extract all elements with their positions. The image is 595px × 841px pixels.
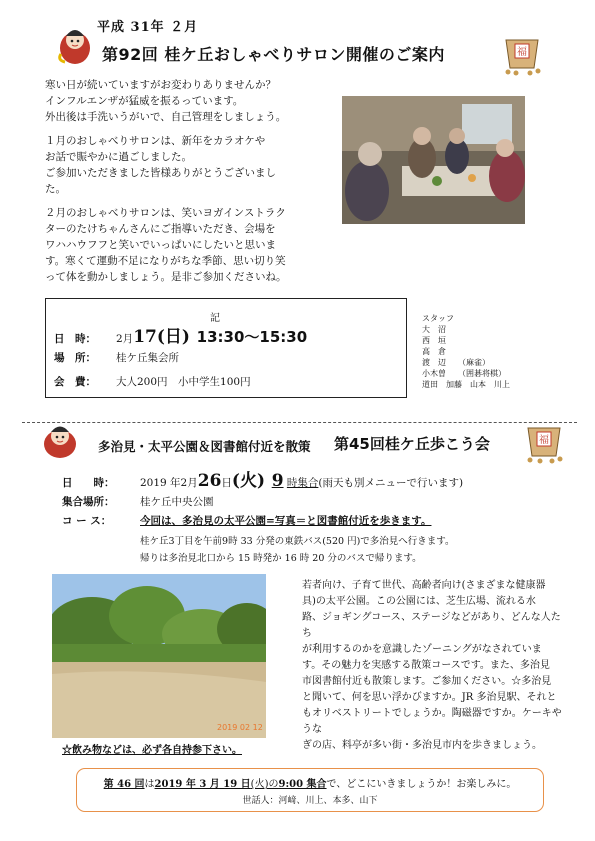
walk-time-row <box>62 466 463 491</box>
daruma-icon <box>38 420 82 460</box>
text-line: ご参加いただきました皆様ありがとうございまし <box>45 167 276 179</box>
fuku-masu-icon <box>500 30 544 76</box>
organizers: 世話人：河﨑、川上、本多、山下 <box>242 796 378 806</box>
text-line: 路、ジョギングコース、ステージなどがあり、どんな人たち <box>302 612 561 639</box>
date-day: 17 <box>133 327 157 347</box>
list-item: 高 倉 <box>422 347 446 356</box>
era-date: 平成 31年 ２月 <box>97 20 199 35</box>
text-line: って体を動かしましょう。是非ご参加くださいね。 <box>45 271 287 283</box>
text-line: お話で賑やかに過ごしました。 <box>45 151 192 163</box>
text-line: 寒い日が続いていますがお変わりありませんか？ <box>45 79 276 91</box>
svg-text:福: 福 <box>539 435 549 446</box>
text-fragment: は <box>144 779 155 790</box>
date-prefix: 2019 年2月 <box>140 477 198 489</box>
text-line: ぎの店、料亭が多い街・多治見市内を歩きましょう。 <box>302 740 542 751</box>
time-label: 日 時： <box>54 333 96 345</box>
date-weekday: (火) <box>231 471 266 491</box>
text-line: ２月のおしゃべりサロンは、笑いヨガインストラク <box>45 207 286 219</box>
date-prefix: 2月 <box>116 333 134 345</box>
text-line: す。寒くて運動不足になりがちな季節、思い切り笑 <box>45 255 286 267</box>
next-event-weekday: (火)の <box>250 779 279 790</box>
date-day: 26 <box>197 471 222 491</box>
section-divider <box>22 422 577 423</box>
intro-text <box>45 77 335 293</box>
bus-return: 帰りは多治見北口から 15 時発か 16 時 20 分のバスで帰ります。 <box>140 553 422 564</box>
staff-heading: スタッフ <box>422 314 454 323</box>
text-line: が利用するのかを意識したゾーニングがなされていま <box>302 644 542 655</box>
rain-note: (雨天も別メニューで行います) <box>318 477 464 489</box>
text-line: た。 <box>45 183 66 195</box>
text-line: ターのたけちゃんさんにご指導いただき、会場を <box>45 223 276 235</box>
text-line: ワハハウフフと笑いでいっぱいにしたいと思いま <box>45 239 276 251</box>
list-item: 渡 辺 （麻雀） <box>422 358 490 367</box>
next-event-date: 2019 年 3 月 19 日 <box>154 779 251 790</box>
intro-paragraph-3 <box>45 205 335 285</box>
photo-date-stamp: 2019 02 12 <box>217 723 263 732</box>
text-line: 若者向け、子育て世代、高齢者向け(さまざまな健康器 <box>302 580 546 591</box>
next-event-box <box>76 768 544 812</box>
text-line: 外出後は手洗いうがいで、自己管理をしましょう。 <box>45 111 287 123</box>
walk-title: 第45回桂ケ丘歩こう会 <box>334 435 490 453</box>
list-item: 西 垣 <box>422 336 446 345</box>
text-line: す。その魅力を実感する散策コースです。また、多治見 <box>302 660 550 671</box>
course-label: コ ー ス： <box>62 515 112 527</box>
drinks-note: ☆飲み物などは、必ず各自持参下さい。 <box>62 745 242 756</box>
walk-place-row <box>62 494 214 509</box>
date-weekday: (日) <box>156 327 190 347</box>
next-event-time: 9:00 集合 <box>278 779 327 790</box>
fuku-masu-icon <box>522 418 566 464</box>
staff-list <box>422 313 510 390</box>
daruma-icon <box>55 22 95 66</box>
text-line: １月のおしゃべりサロンは、新年をカラオケや <box>45 135 266 147</box>
park-photo <box>52 574 266 738</box>
salon-photo <box>342 96 525 224</box>
place-value: 桂ケ丘集会所 <box>116 352 179 364</box>
time-range: 13:30〜15:30 <box>196 328 308 346</box>
place-label: 集合場所： <box>62 496 115 508</box>
text-line: と聞いて、何を思い浮かびますか。JR 多治見駅、それと <box>302 692 557 703</box>
intro-paragraph-1 <box>45 77 335 125</box>
text-line: インフルエンザが猛威を振るっています。 <box>45 95 244 107</box>
text-line: 具)の太平公園。この公園には、芝生広場、流れる水 <box>302 596 536 607</box>
meet-text: 時集合 <box>286 477 319 489</box>
place-value: 桂ケ丘中央公園 <box>140 496 214 508</box>
salon-place-row <box>54 350 179 365</box>
fee-value: 大人200円 小中学生100円 <box>116 376 251 388</box>
salon-fee-row <box>54 374 251 389</box>
date-unit: 日 <box>221 477 232 489</box>
next-event-line <box>77 775 543 790</box>
next-event-number: 第 46 回 <box>103 779 145 790</box>
salon-time-row <box>54 322 307 347</box>
place-label: 場 所： <box>54 352 96 364</box>
course-value: 今回は、多治見の太平公園=写真＝と図書館付近を歩きます。 <box>140 515 432 527</box>
park-description <box>302 578 564 754</box>
text-line: もオリベストリートでしょうか。陶磁器ですか。ケーキやうな <box>302 708 562 735</box>
bus-outbound: 桂ケ丘3丁目を午前9時 33 分発の東鉄バス(520 円)で多治見へ行きます。 <box>140 536 455 547</box>
next-event-tail: で、どこにいきましょうか！お楽しみに。 <box>326 779 517 790</box>
intro-paragraph-2 <box>45 133 335 197</box>
page-title: 第92回 桂ケ丘おしゃべりサロン開催のご案内 <box>102 45 445 64</box>
text-line: 市図書館付近も散策します。ご参加ください。☆多治見 <box>302 676 552 687</box>
list-item: 大 沼 <box>422 325 446 334</box>
svg-text:福: 福 <box>517 47 527 58</box>
list-item: 小木曽 （囲碁将棋） <box>422 369 506 378</box>
walk-course-row <box>62 513 431 528</box>
meet-hour: 9 <box>271 471 284 491</box>
walk-subtitle: 多治見・太平公園＆図書館付近を散策 <box>98 439 311 454</box>
list-item: 道田 加藤 山本 川上 <box>422 380 510 389</box>
fee-label: 会 費： <box>54 376 96 388</box>
time-label: 日 時： <box>62 477 115 489</box>
ki-label: 記 <box>210 313 220 324</box>
